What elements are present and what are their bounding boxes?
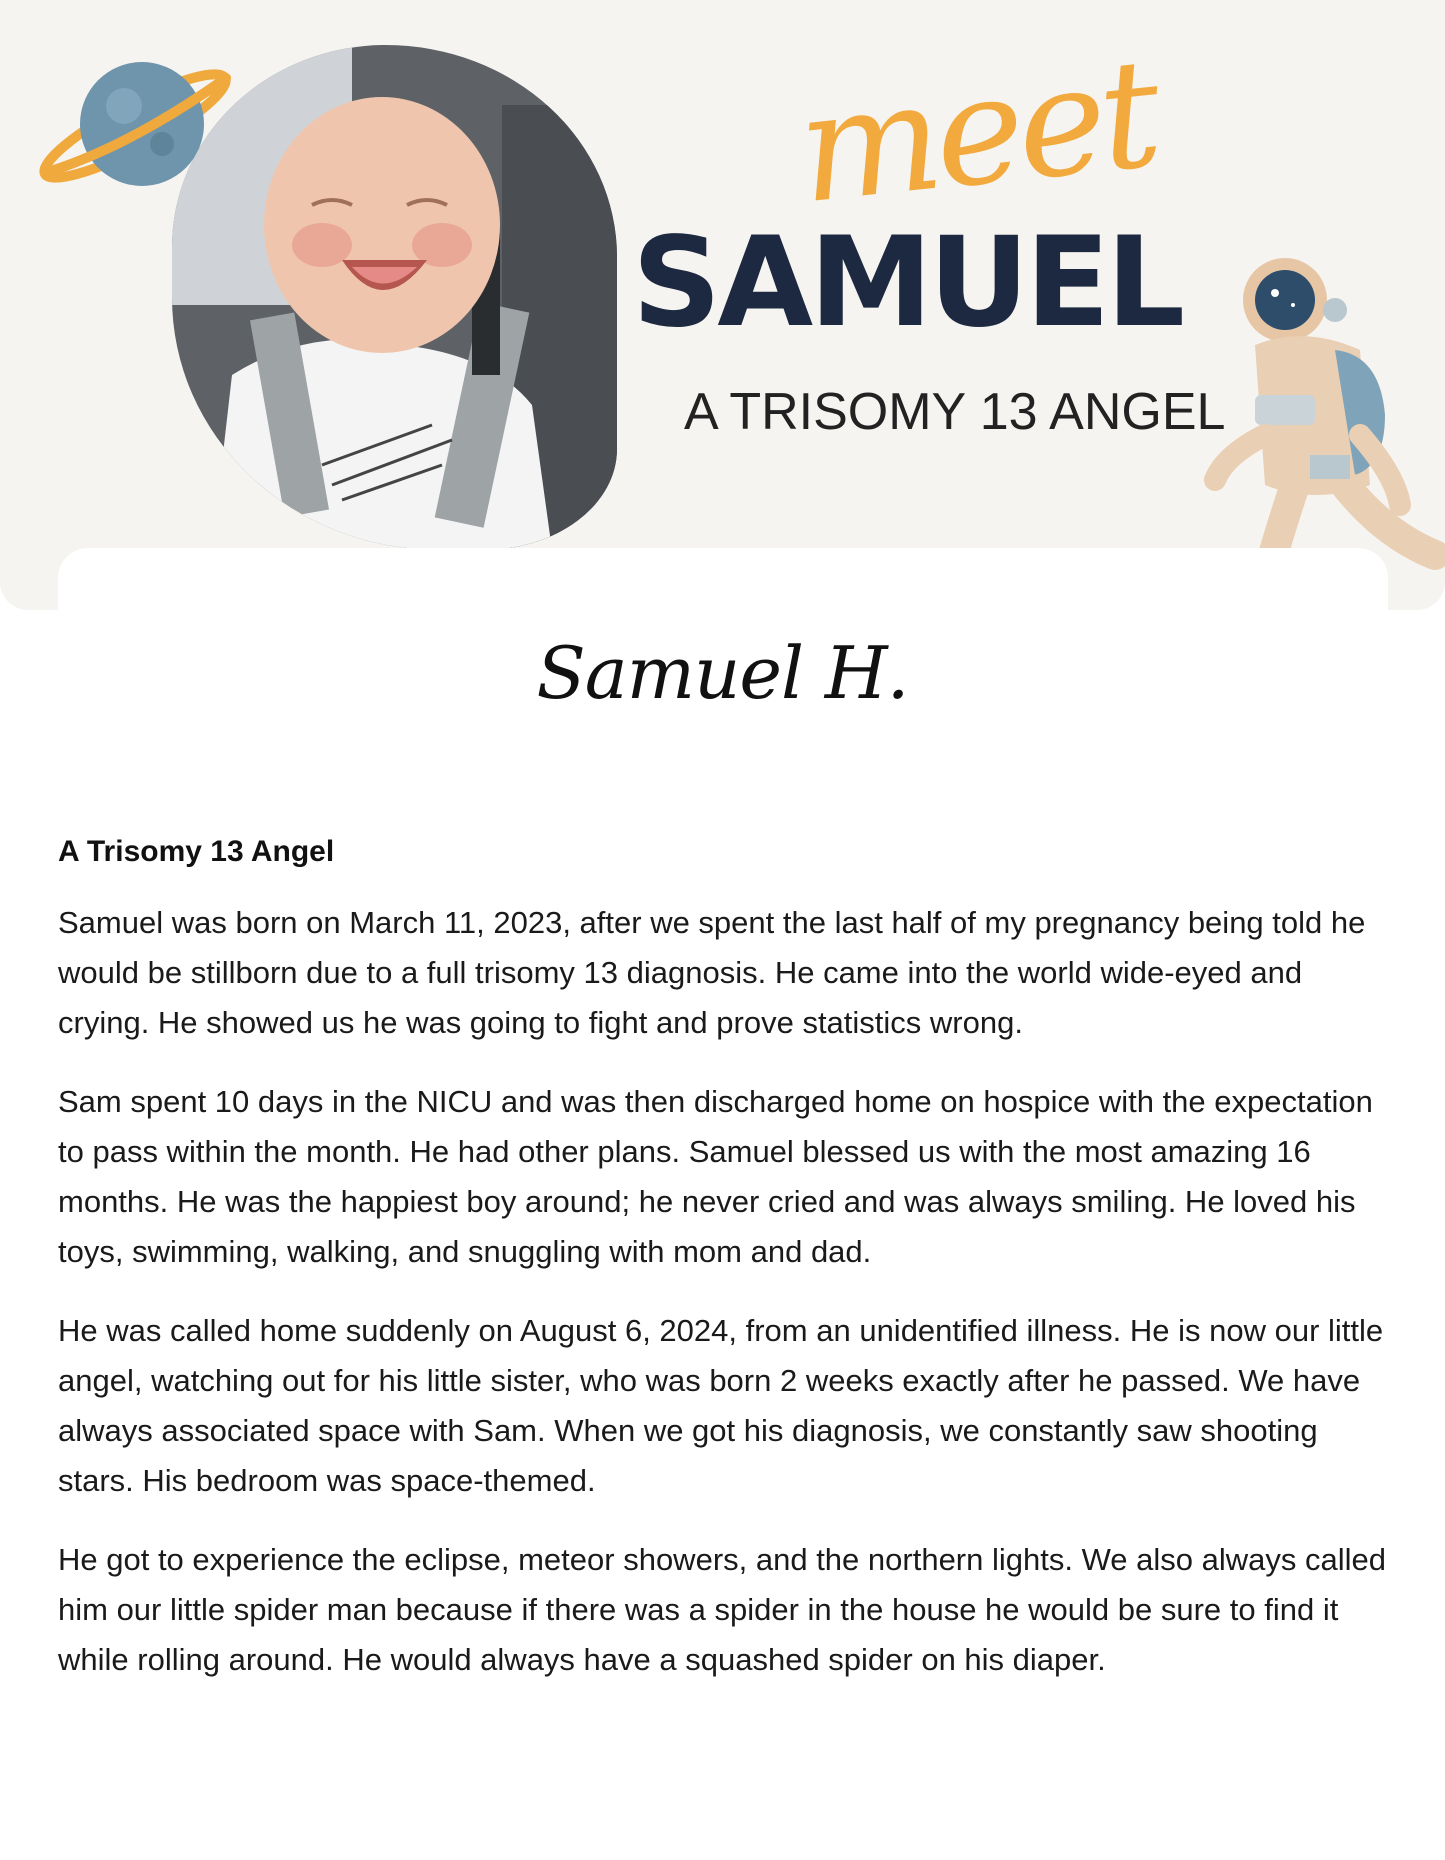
- baby-photo: [172, 45, 617, 550]
- article-paragraph: Sam spent 10 days in the NICU and was then discharged home on hospice with the expectation to pass within the month. He had other plans. Samuel blessed us with the most amazing 16 months. He was the happiest boy around; he never cried and was always smiling. He loved his toys, swimming, walking, and snuggling with mom and dad.: [58, 1084, 1373, 1269]
- hero-subtitle: A TRISOMY 13 ANGEL: [684, 383, 1226, 441]
- article-paragraph: He got to experience the eclipse, meteor showers, and the northern lights. We also always called him our little spider man because if there was a spider in the house he would be sure to find it while rolling around. He would always have a squashed spider on his diaper.: [58, 1542, 1386, 1677]
- article-paragraph: Samuel was born on March 11, 2023, after we spent the last half of my pregnancy being told he would be stillborn due to a full trisomy 13 diagnosis. He came into the world wide-eyed and crying. He showed us he was going to fight and prove statistics wrong.: [58, 905, 1366, 1040]
- article-body: [58, 832, 1398, 1714]
- article-heading: A Trisomy 13 Angel: [58, 835, 335, 868]
- content-card-top: [58, 548, 1388, 610]
- hero-banner: [0, 0, 1445, 610]
- meet-script: meet: [790, 26, 1163, 238]
- article-paragraph: He was called home suddenly on August 6, 2024, from an unidentified illness. He is now our little angel, watching out for his little sister, who was born 2 weeks exactly after he passed. We have always associated space with Sam. When we got his diagnosis, we constantly saw shooting stars. His bedroom was space-themed.: [58, 1313, 1384, 1498]
- signature: Samuel H.: [536, 631, 909, 715]
- hero-title: SAMUEL: [632, 211, 1182, 355]
